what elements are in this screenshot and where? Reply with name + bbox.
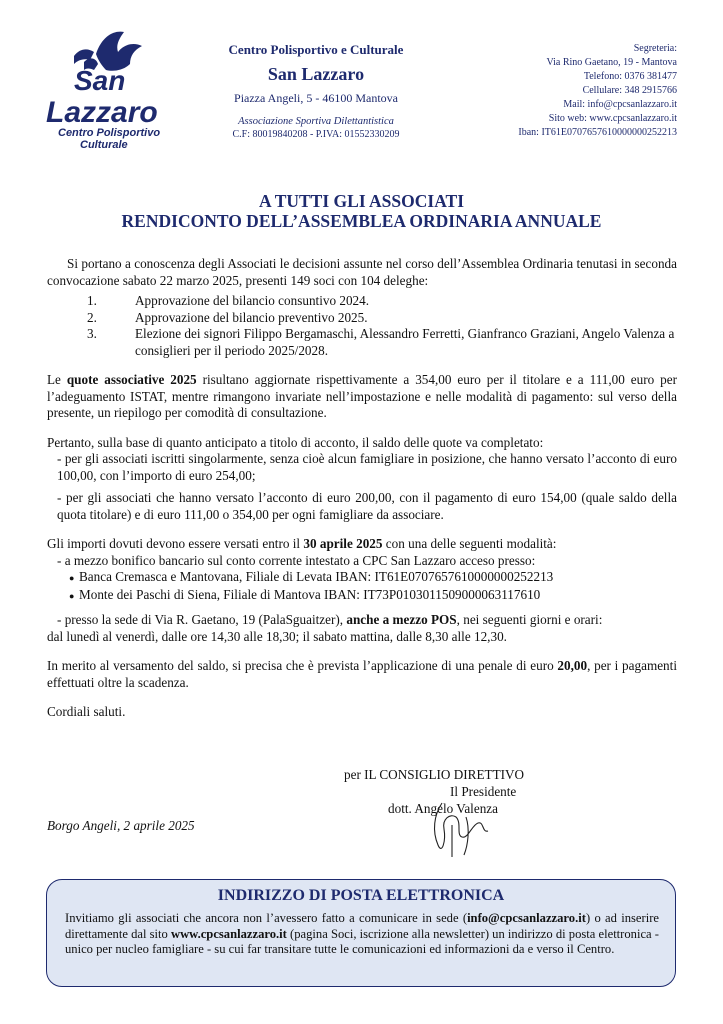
decisions-list	[47, 293, 677, 359]
document-body	[47, 256, 677, 721]
closing-greeting: Cordiali saluti.	[47, 704, 126, 719]
document-date: Borgo Angeli, 2 aprile 2025	[47, 818, 195, 833]
email-notice-title: INDIRIZZO DI POSTA ELETTRONICA	[217, 887, 505, 904]
title-line2: RENDICONTO DELL’ASSEMBLEA ORDINARIA ANNUALE	[121, 211, 602, 231]
contact-website: Sito web: www.cpcsanlazzaro.it	[548, 113, 677, 124]
saldo-item-family: - per gli associati che hanno versato l’acconto di euro 200,00, con il pagamento di euro 154,00 (quale saldo della quota titolare) e di euro 111,00 o 354,00 per ogni famigliare da associare.	[57, 490, 677, 522]
sede-paragraph: - presso la sede di Via R. Gaetano, 19 (PalaSguaitzer), anche a mezzo POS, nei seguenti giorni e orari:	[57, 612, 603, 627]
org-name: San Lazzaro	[267, 64, 365, 84]
list-item: 3. Elezione dei signori Filippo Bergamaschi, Alessandro Ferretti, Gianfranco Graziani, Angelo Valenza a consiglieri per il periodo 2025/2028.	[87, 326, 675, 358]
contact-label: Segreteria:	[633, 43, 677, 54]
handwritten-signature	[422, 795, 502, 861]
org-type: Associazione Sportiva Dilettantistica	[238, 116, 394, 127]
signature-role: Il Presidente	[450, 784, 517, 799]
header-org-info	[212, 42, 420, 140]
org-address: Piazza Angeli, 5 - 46100 Mantova	[234, 91, 398, 105]
penale-paragraph: In merito al versamento del saldo, si precisa che è prevista l’applicazione di una penale di euro 20,00, per i pagamenti effettuati oltre la scadenza.	[47, 658, 677, 690]
signature-name: dott. Angelo Valenza	[388, 801, 498, 816]
logo-text-san: San	[74, 65, 126, 96]
quote-paragraph: Le quote associative 2025 risultano aggiornate rispettivamente a 354,00 euro per il titolare e a 111,00 euro per l’adeguamento ISTAT, mentre rimangono invariate nell’impostazione e nelle modalità di pagamento: sul verso della presente, un riepilogo per comodità di consultazione.	[47, 372, 677, 420]
signature-board: per IL CONSIGLIO DIRETTIVO	[344, 767, 525, 782]
contact-phone: Telefono: 0376 381477	[583, 71, 677, 82]
logo-text-lazzaro: Lazzaro	[46, 96, 158, 129]
list-item: 2. Approvazione del bilancio preventivo 2025.	[87, 309, 368, 325]
header-contact-info	[518, 42, 677, 140]
email-notice-box	[46, 879, 676, 987]
contact-address: Via Rino Gaetano, 19 - Mantova	[546, 57, 677, 68]
logo-text-centro: Centro Polisportivo	[58, 127, 161, 139]
email-link[interactable]: info@cpcsanlazzaro.it	[467, 911, 586, 925]
deadline-paragraph: Gli importi dovuti devono essere versati entro il 30 aprile 2025 con una delle seguenti modalità:	[47, 536, 557, 551]
intro-paragraph: Si portano a conoscenza degli Associati le decisioni assunte nel corso dell’Assemblea Ordinaria tenutasi in seconda convocazione sabato 22 marzo 2025, presenti 149 soci con 104 deleghe:	[47, 256, 677, 288]
contact-mail: Mail: info@cpcsanlazzaro.it	[563, 99, 677, 110]
logo-text-culturale: Culturale	[80, 139, 128, 151]
document-title	[0, 191, 723, 231]
saldo-intro: Pertanto, sulla base di quanto anticipato a titolo di acconto, il saldo delle quote va completato:	[47, 434, 544, 450]
title-line1: A TUTTI GLI ASSOCIATI	[258, 191, 465, 211]
sede-hours: dal lunedì al venerdì, dalle ore 14,30 alle 18,30; il sabato mattina, dalle 8,30 alle 12,30.	[47, 628, 507, 644]
contact-mobile: Cellulare: 348 2915766	[582, 85, 677, 96]
list-item: 1. Approvazione del bilancio consuntivo 2024.	[87, 293, 370, 308]
contact-iban: Iban: IT61E0707657610000000252213	[518, 127, 677, 138]
website-link[interactable]: www.cpcsanlazzaro.it	[170, 926, 287, 941]
bonifico-line: - a mezzo bonifico bancario sul conto corrente intestato a CPC San Lazzaro acceso presso:	[57, 552, 536, 568]
saldo-item-single: - per gli associati iscritti singolarmente, senza cioè alcun famigliare in posizione, che hanno versato l’acconto di euro 100,00, con l’importo di euro 254,00;	[57, 451, 677, 483]
bank-item: ● Monte dei Paschi di Siena, Filiale di Mantova IBAN: IT73P0103011509000063117610	[69, 586, 541, 602]
bank-item: ● Banca Cremasca e Mantovana, Filiale di Levata IBAN: IT61E0707657610000000252213	[69, 569, 554, 584]
email-notice-text: Invitiamo gli associati che ancora non l’avessero fatto a comunicare in sede (info@cpcsanlazzaro.it) o ad inserire direttamente dal sito www.cpcsanlazzaro.it (pagina Soci, iscrizione alla newsletter) un indirizzo di posta elettronica - unico per nucleo famigliare - su cui far transitare tutte le comunicazioni ed informazioni da e verso il Centro.	[65, 911, 659, 956]
org-tax-ids: C.F: 80019840208 - P.IVA: 01552330209	[232, 129, 400, 140]
club-logo	[44, 26, 170, 154]
org-subtitle: Centro Polisportivo e Culturale	[228, 42, 404, 57]
